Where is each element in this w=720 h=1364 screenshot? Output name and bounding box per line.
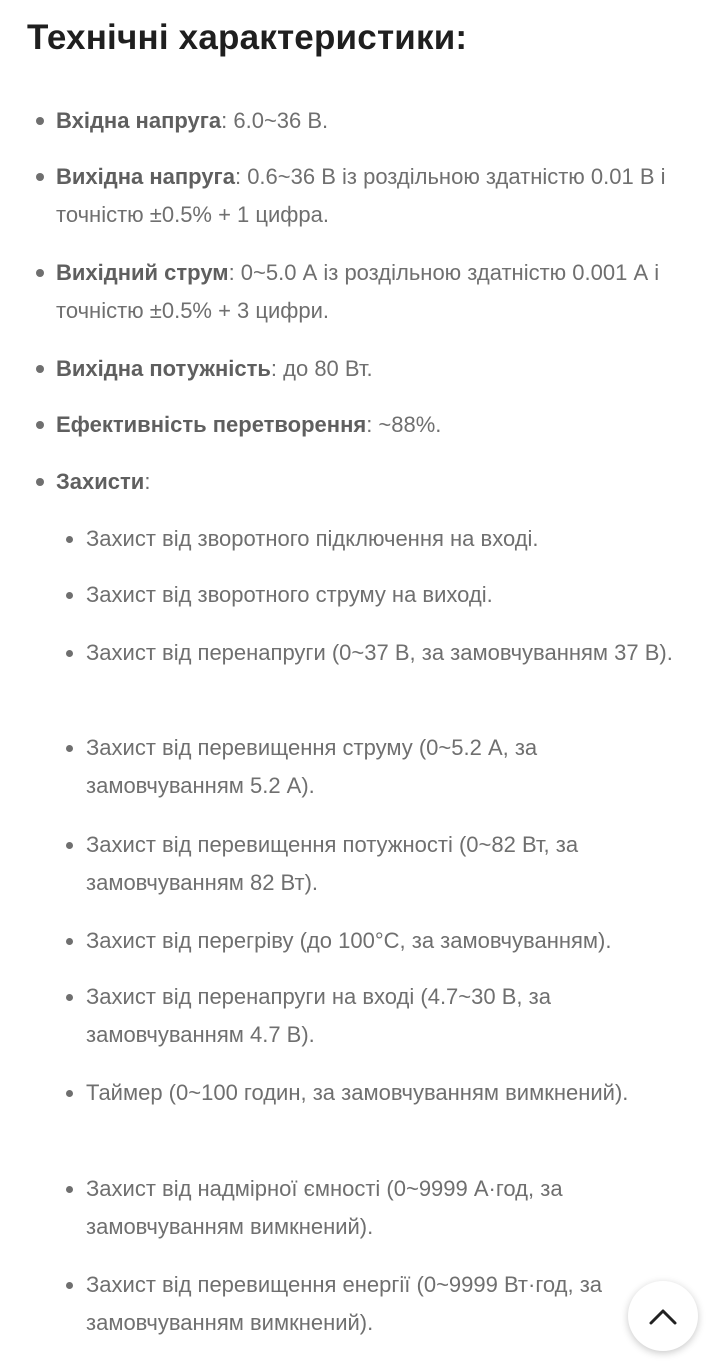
spec-term: Вихідна напруга: [56, 164, 235, 189]
spec-value: : 6.0~36 В.: [221, 108, 329, 133]
protection-text: Захист від перенапруги (0~37 В, за замовчуванням 37 В).: [86, 640, 673, 665]
spec-item-efficiency: [36, 406, 696, 444]
spec-text: [36, 350, 696, 388]
spec-term: Вхідна напруга: [56, 108, 222, 133]
spec-value: :: [144, 469, 151, 494]
protection-text: Захист від зворотного струму на виході.: [86, 582, 493, 607]
spec-term: Захисти: [56, 469, 145, 494]
bullet-icon: [66, 1186, 73, 1193]
protection-item: [66, 1266, 696, 1342]
protection-text: Захист від перевищення струму (0~5.2 А, за замовчуванням 5.2 А).: [86, 735, 538, 798]
spec-text: [36, 102, 696, 140]
bullet-icon: [36, 478, 44, 486]
bullet-icon: [66, 592, 73, 599]
protection-text: Захист від перенапруги на вході (4.7~30 В, за замовчуванням 4.7 В).: [86, 984, 551, 1047]
bullet-icon: [66, 1090, 73, 1097]
protection-text: Захист від перевищення потужності (0~82 Вт, за замовчуванням 82 Вт).: [86, 832, 579, 895]
bullet-icon: [66, 650, 73, 657]
protection-item: [66, 826, 696, 902]
bullet-icon: [36, 117, 44, 125]
bullet-icon: [36, 421, 44, 429]
protection-item: [66, 1170, 696, 1246]
spec-text: [36, 158, 696, 234]
spec-value: : 0.6~36 В із роздільною здатністю 0.01 В і точністю ±0.5% + 1 цифра.: [56, 164, 666, 227]
spec-term: Вихідний струм: [56, 260, 229, 285]
protection-text: Захист від перевищення енергії (0~9999 Вт·год, за замовчуванням вимкнений).: [86, 1272, 603, 1335]
bullet-icon: [66, 842, 73, 849]
bullet-icon: [66, 745, 73, 752]
protection-text: Захист від зворотного підключення на вході.: [86, 526, 539, 551]
spec-item-protections: [36, 463, 696, 501]
section-title: Технічні характеристики:: [27, 18, 468, 57]
spec-value: : до 80 Вт.: [270, 356, 373, 381]
scroll-to-top-button[interactable]: [628, 1281, 698, 1351]
spec-item-output-voltage: [36, 158, 696, 234]
protection-text: Захист від перегріву (до 100°C, за замовчуванням).: [86, 928, 612, 953]
spec-term: Ефективність перетворення: [56, 412, 367, 437]
spec-text: [36, 463, 696, 501]
bullet-icon: [66, 938, 73, 945]
protection-text: Захист від надмірної ємності (0~9999 А·год, за замовчуванням вимкнений).: [86, 1176, 563, 1239]
spec-term: Вихідна потужність: [56, 356, 271, 381]
chevron-up-icon: [648, 1306, 678, 1326]
protection-item: [66, 729, 696, 805]
protection-item: [66, 1074, 696, 1112]
protection-item: [66, 634, 696, 672]
bullet-icon: [36, 173, 44, 181]
bullet-icon: [66, 1282, 73, 1289]
spec-item-output-current: [36, 254, 696, 330]
protection-item: [66, 576, 696, 614]
protection-item: [66, 520, 696, 558]
bullet-icon: [66, 536, 73, 543]
protection-item: [66, 978, 696, 1054]
bullet-icon: [66, 994, 73, 1001]
spec-text: [36, 254, 696, 330]
bullet-icon: [36, 269, 44, 277]
protection-item: [66, 922, 696, 960]
protection-text: Таймер (0~100 годин, за замовчуванням вимкнений).: [86, 1080, 629, 1105]
bullet-icon: [36, 365, 44, 373]
spec-item-input-voltage: [36, 102, 696, 140]
spec-text: [36, 406, 696, 444]
spec-item-output-power: [36, 350, 696, 388]
spec-value: : 0~5.0 А із роздільною здатністю 0.001 А і точністю ±0.5% + 3 цифри.: [56, 260, 660, 323]
spec-value: : ~88%.: [366, 412, 442, 437]
